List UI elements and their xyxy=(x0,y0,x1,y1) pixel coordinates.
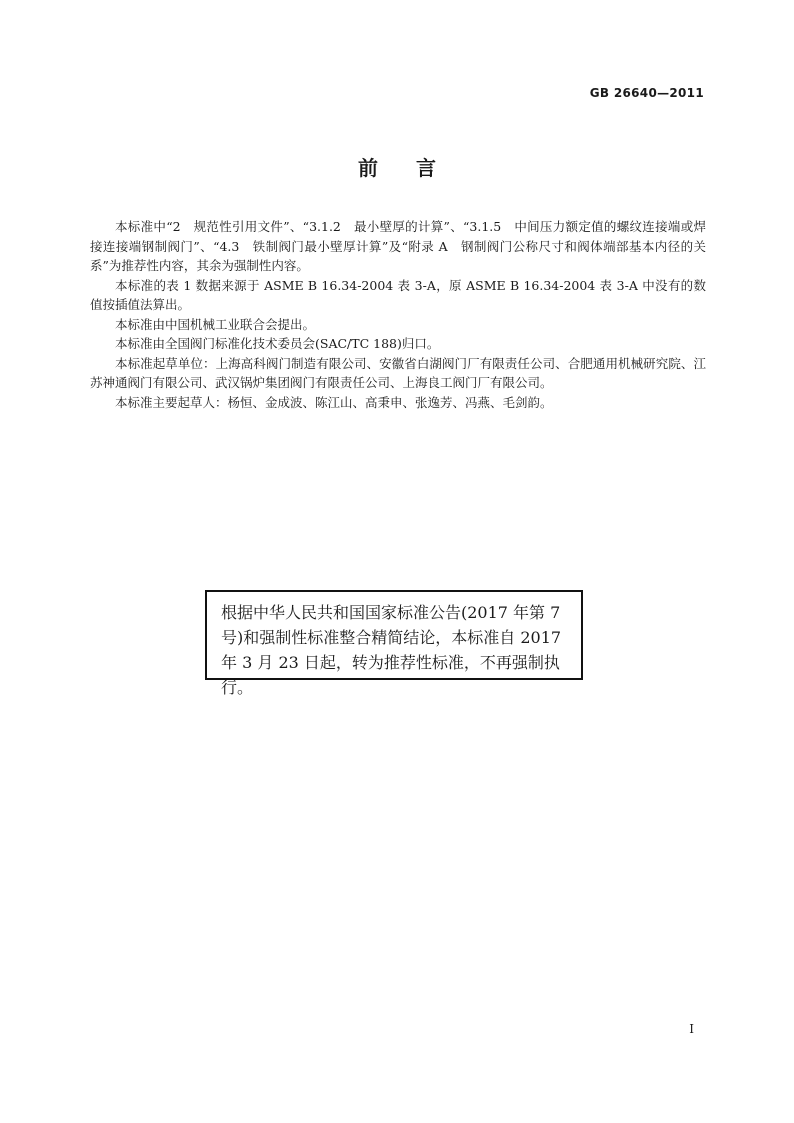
paragraph-table-source: 本标准的表 1 数据来源于 ASME B 16.34-2004 表 3-A，原 ASME B 16.34-2004 表 3-A 中没有的数值按插值法算出。 xyxy=(90,277,706,312)
status-notice-text: 根据中华人民共和国国家标准公告(2017 年第 7 号)和强制性标准整合精简结论，本标准自 2017 年 3 月 23 日起，转为推荐性标准，不再强制执行。 xyxy=(221,603,562,697)
standard-code: GB 26640—2011 xyxy=(589,86,704,100)
page-number: I xyxy=(689,1022,694,1036)
page-title: 前言 xyxy=(358,156,474,180)
paragraph-drafters: 本标准主要起草人：杨恒、金成波、陈江山、高秉申、张逸芳、冯燕、毛剑韵。 xyxy=(115,394,553,410)
foreword-body xyxy=(90,217,706,412)
paragraph-informative-content: 本标准中“2 规范性引用文件”、“3.1.2 最小壁厚的计算”、“3.1.5 中间压力额定值的螺纹连接端或焊接连接端钢制阀门”、“4.3 铁制阀门最小壁厚计算”及“附录 A 钢制阀门公称尺寸和阀体端部基本内径的关系”为推荐性内容，其余为强制性内容。 xyxy=(90,219,706,273)
paragraph-proposed-by: 本标准由中国机械工业联合会提出。 xyxy=(115,316,316,332)
paragraph-drafting-units: 本标准起草单位：上海高科阀门制造有限公司、安徽省白湖阀门厂有限责任公司、合肥通用机械研究院、江苏神通阀门有限公司、武汉锅炉集团阀门有限责任公司、上海良工阀门厂有限公司。 xyxy=(90,355,706,390)
paragraph-under-jurisdiction: 本标准由全国阀门标准化技术委员会(SAC/TC 188)归口。 xyxy=(115,336,440,351)
status-notice-box xyxy=(205,590,583,697)
